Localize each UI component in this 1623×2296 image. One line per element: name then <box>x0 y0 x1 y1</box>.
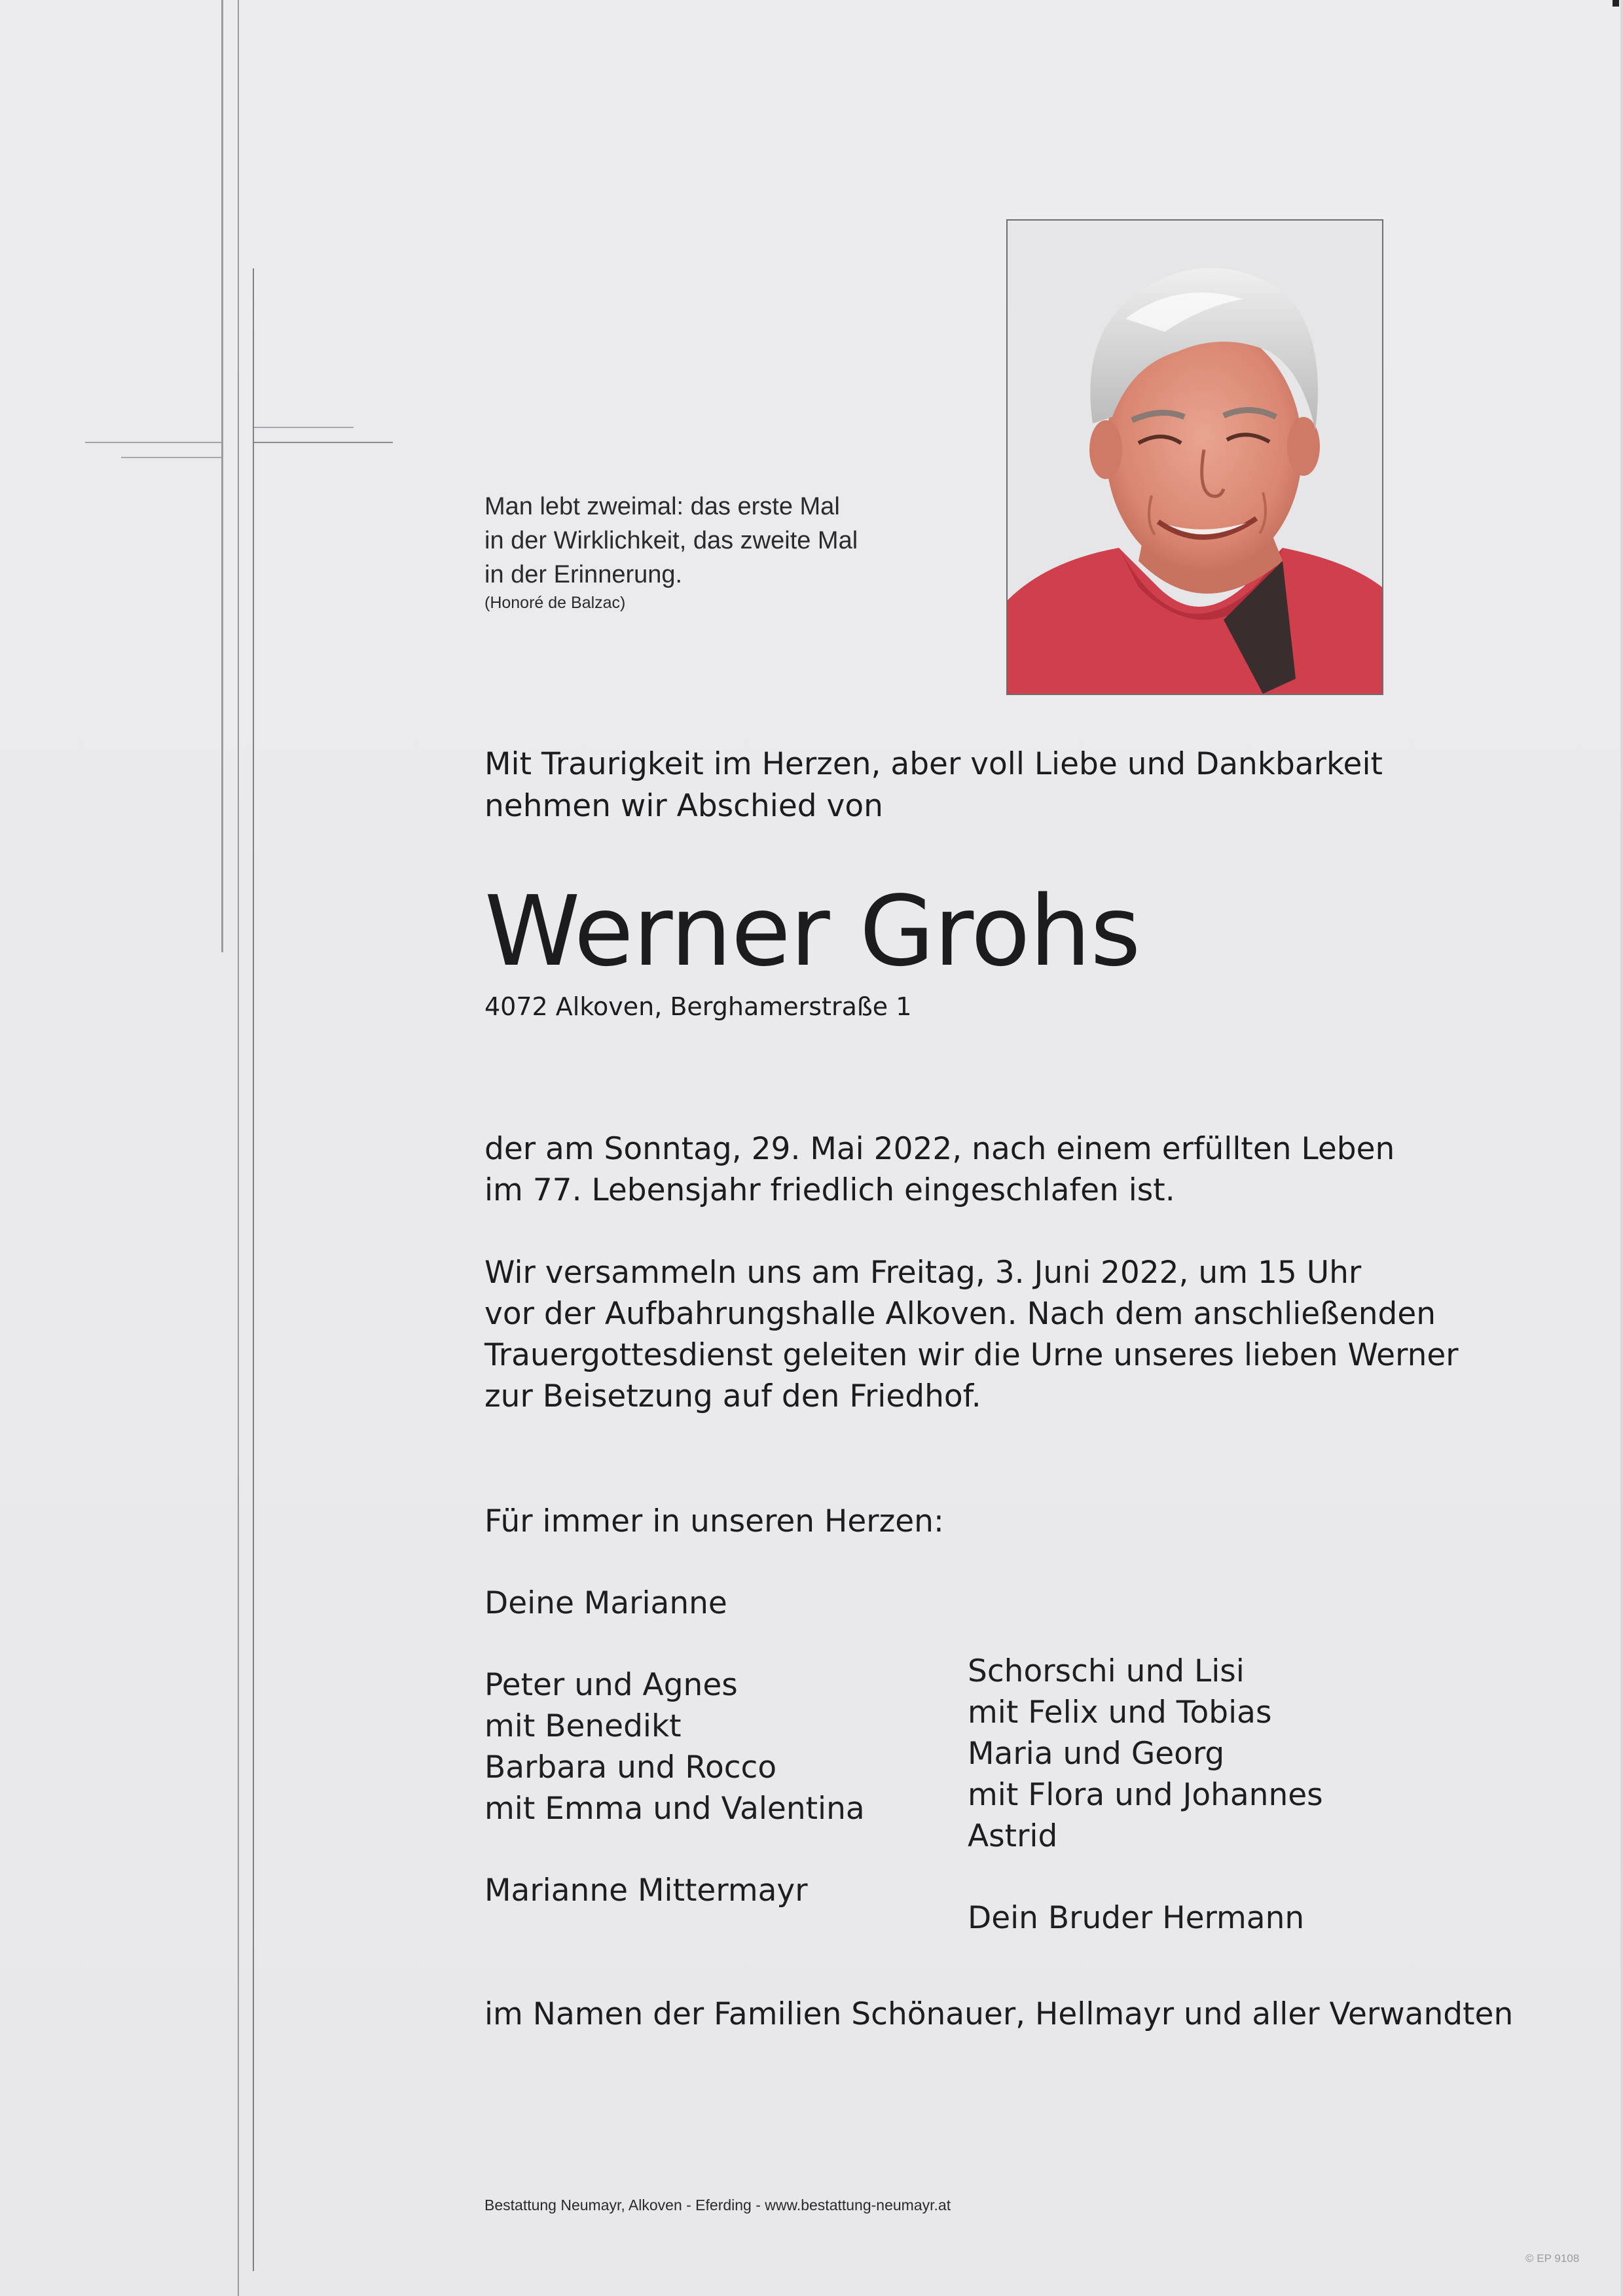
quote-line: in der Erinnerung. <box>484 561 683 588</box>
cross-vertical-line-left <box>221 0 223 952</box>
funeral-home-footer: Bestattung Neumayr, Alkoven - Eferding - www.bestattung-neumayr.at <box>484 2197 951 2214</box>
cross-horizontal-line-right <box>254 442 393 443</box>
mourner-line: Marianne Mittermayr <box>484 1873 808 1909</box>
template-code: © EP 9108 <box>1525 2252 1580 2265</box>
deceased-name: Werner Grohs <box>484 875 1140 988</box>
mourner-line: Astrid <box>968 1818 1058 1854</box>
mourners-left-column <box>484 1583 865 1911</box>
intro-text <box>484 744 1383 827</box>
mourner-line: Peter und Agnes <box>484 1667 738 1703</box>
quote-line: Man lebt zweimal: das erste Mal <box>484 493 840 520</box>
deceased-address: 4072 Alkoven, Berghamerstraße 1 <box>484 992 912 1021</box>
quote-line: in der Wirklichkeit, das zweite Mal <box>484 527 858 554</box>
mourner-brother: Dein Bruder Hermann <box>968 1900 1305 1936</box>
service-info <box>484 1252 1459 1417</box>
service-line: Trauergottesdienst geleiten wir die Urne unseres lieben Werner <box>484 1337 1459 1373</box>
crop-mark <box>1613 0 1619 7</box>
mourner-line: mit Emma und Valentina <box>484 1791 865 1827</box>
cross-vertical-line-right <box>253 268 254 2271</box>
families-line: im Namen der Familien Schönauer, Hellmayr und aller Verwandten <box>484 1996 1514 2032</box>
mourner-wife: Deine Marianne <box>484 1585 727 1621</box>
intro-line: nehmen wir Abschied von <box>484 788 883 824</box>
cross-horizontal-line-left <box>85 442 223 443</box>
service-line: vor der Aufbahrungshalle Alkoven. Nach dem anschließenden <box>484 1296 1436 1332</box>
service-line: Wir versammeln uns am Freitag, 3. Juni 2022, um 15 Uhr <box>484 1255 1362 1291</box>
cross-vertical-line-middle <box>238 0 239 2296</box>
cross-horizontal-line-right-upper <box>254 427 354 428</box>
mourner-line: mit Flora und Johannes <box>968 1777 1323 1813</box>
portrait-photo <box>1006 219 1383 695</box>
mourner-line: Schorschi und Lisi <box>968 1653 1245 1689</box>
mourners-title: Für immer in unseren Herzen: <box>484 1503 944 1539</box>
death-notice <box>484 1128 1395 1211</box>
death-line: im 77. Lebensjahr friedlich eingeschlafen ist. <box>484 1172 1175 1208</box>
service-line: zur Beisetzung auf den Friedhof. <box>484 1378 981 1414</box>
balzac-quote <box>484 490 982 614</box>
mourners-right-column <box>968 1651 1323 1939</box>
mourner-line: mit Felix und Tobias <box>968 1695 1272 1731</box>
mourner-line: Maria und Georg <box>968 1736 1225 1772</box>
portrait-image <box>1008 221 1382 694</box>
page-edge <box>1620 0 1623 2296</box>
intro-line: Mit Traurigkeit im Herzen, aber voll Liebe und Dankbarkeit <box>484 746 1383 782</box>
quote-author: (Honoré de Balzac) <box>484 594 626 612</box>
mourner-line: Barbara und Rocco <box>484 1749 777 1785</box>
death-line: der am Sonntag, 29. Mai 2022, nach einem erfüllten Leben <box>484 1131 1395 1167</box>
cross-horizontal-line-left-lower <box>121 457 221 458</box>
mourner-line: mit Benedikt <box>484 1708 682 1744</box>
